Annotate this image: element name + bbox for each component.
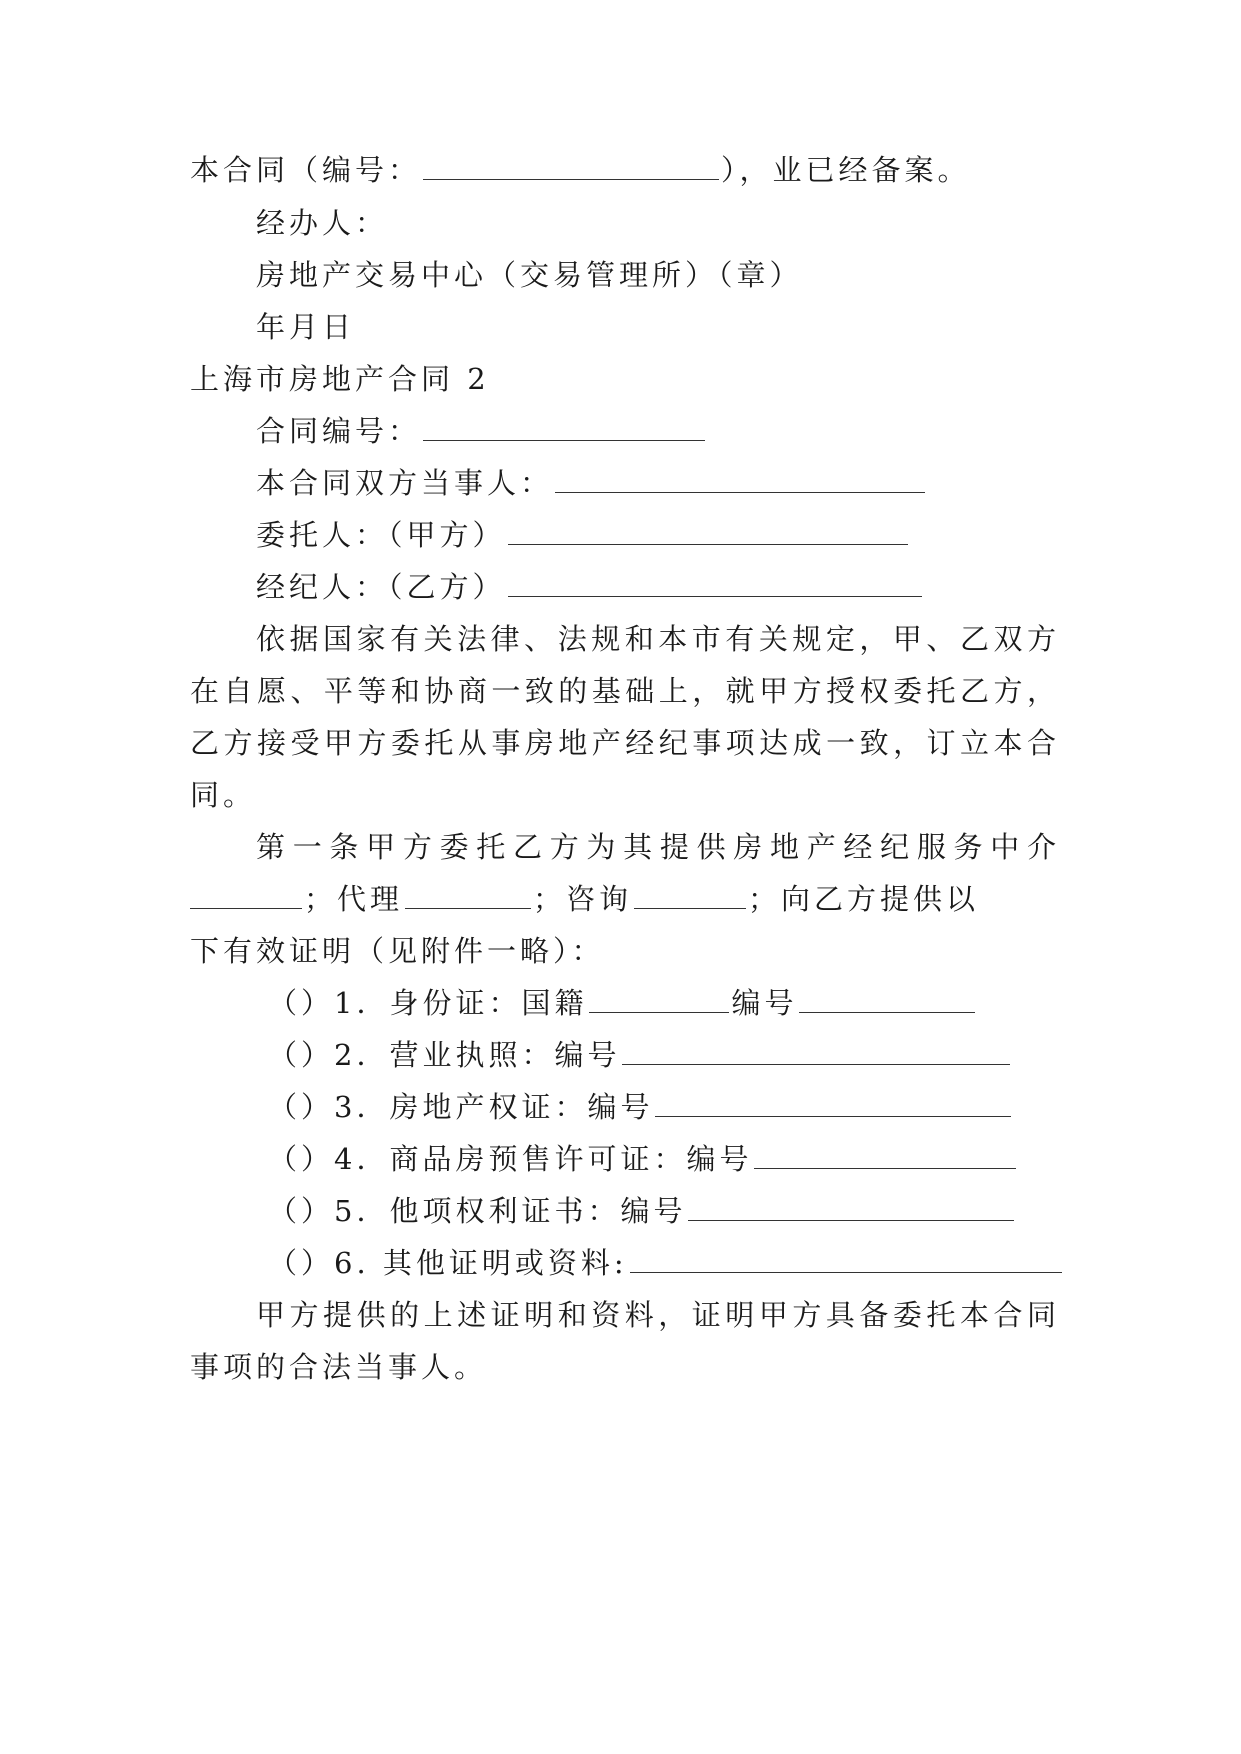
doc-item-6 (268, 1243, 1138, 1283)
para3-line1: 甲方提供的上述证明和资料，证明甲方具备委托本合同 (256, 1298, 1060, 1332)
para1-line1: 依据国家有关法律、法规和本市有关规定，甲、乙双方 (256, 622, 1060, 656)
doc-item-2 (268, 1035, 1138, 1075)
property-cert-blank (655, 1090, 1011, 1117)
other-rights-blank (688, 1194, 1014, 1221)
para1-line4: 同。 (190, 778, 257, 812)
client-label: 委托人：（甲方） (256, 518, 506, 552)
agency-blank (190, 882, 302, 909)
other-docs-blank (630, 1246, 1062, 1273)
article1-line2 (190, 879, 1060, 919)
broker-line (256, 567, 1126, 607)
para1-line3: 乙方接受甲方委托从事房地产经纪事项达成一致，订立本合 (190, 726, 1060, 760)
parties-label: 本合同双方当事人： (256, 466, 554, 500)
parties-line (256, 463, 1126, 503)
presale-permit-blank (754, 1142, 1016, 1169)
client-line (256, 515, 1126, 555)
stamp-line: 房地产交易中心（交易管理所）（章） (256, 258, 803, 292)
proxy-sep: ；咨询 (533, 882, 633, 916)
doc-item-6-label: （）6. 其他证明或资料: (268, 1246, 628, 1280)
date-line: 年月日 (256, 310, 356, 344)
contract-no-label: 合同编号： (256, 414, 422, 448)
doc-item-3-label: （）3．房地产权证：编号 (268, 1090, 654, 1124)
doc-item-1-label: （）1．身份证：国籍 (268, 986, 588, 1020)
para1-line2: 在自愿、平等和协商一致的基础上，就甲方授权委托乙方， (190, 674, 1060, 708)
doc-item-4-label: （）4．商品房预售许可证：编号 (268, 1142, 753, 1176)
contract-number-blank (423, 153, 719, 180)
parties-blank (555, 466, 925, 493)
agency-sep: ；代理 (304, 882, 404, 916)
doc-item-2-label: （）2．营业执照：编号 (268, 1038, 621, 1072)
nationality-blank (589, 986, 729, 1013)
contract-no-line (256, 411, 1126, 451)
para3-line2: 事项的合法当事人。 (190, 1350, 488, 1384)
article1-line3: 下有效证明（见附件一略）： (190, 934, 605, 968)
id-number-blank (799, 986, 975, 1013)
handler-line: 经办人： (256, 206, 389, 240)
doc-item-1 (268, 983, 1138, 1023)
contract-no-blank (423, 414, 705, 441)
proxy-blank (405, 882, 531, 909)
provide-text: ；向乙方提供以 (748, 882, 980, 916)
article1-line1: 第一条甲方委托乙方为其提供房地产经纪服务中介 (256, 830, 1060, 864)
doc-item-4 (268, 1139, 1138, 1179)
doc-item-5 (268, 1191, 1138, 1231)
broker-blank (508, 570, 922, 597)
client-blank (508, 518, 908, 545)
doc-item-1-number-label: 编号 (731, 986, 798, 1020)
filing-line (190, 150, 1060, 190)
doc-item-5-label: （）5．他项权利证书：编号 (268, 1194, 687, 1228)
filing-label: 本合同（编号： (190, 153, 422, 187)
doc-item-3 (268, 1087, 1138, 1127)
consult-blank (634, 882, 746, 909)
filing-suffix: ），业已经备案。 (721, 153, 971, 187)
broker-label: 经纪人：（乙方） (256, 570, 506, 604)
license-number-blank (622, 1038, 1010, 1065)
section-title: 上海市房地产合同 2 (190, 362, 490, 396)
